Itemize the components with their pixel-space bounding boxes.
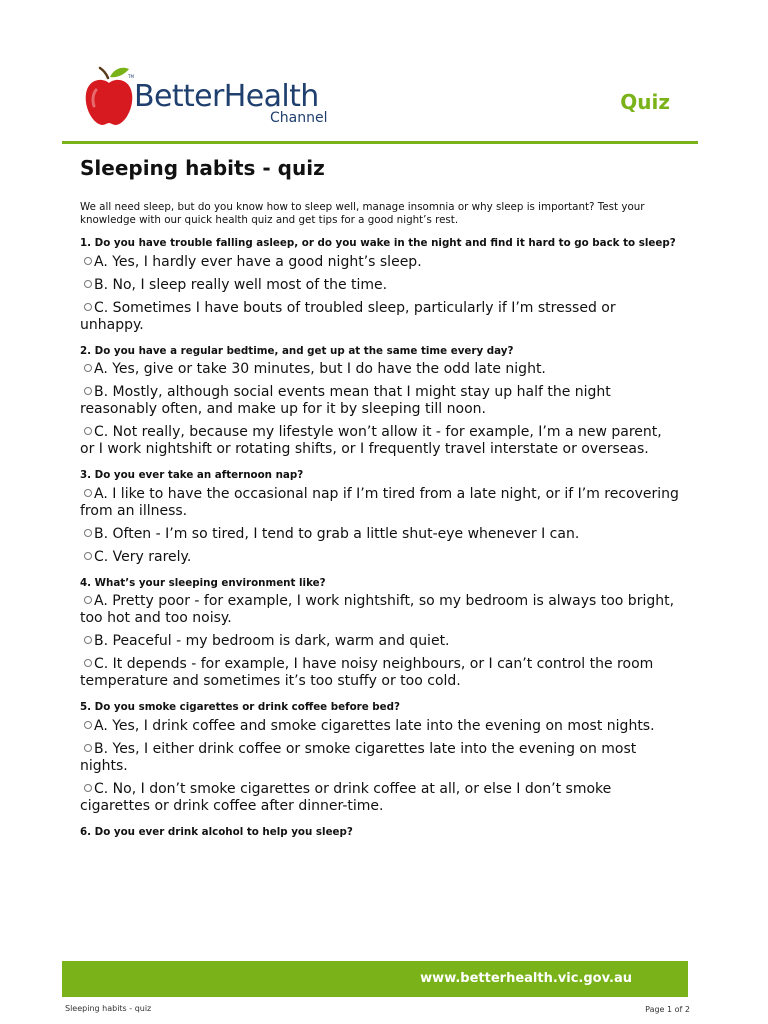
radio-button-icon[interactable] <box>84 552 92 560</box>
question-1 <box>80 237 680 334</box>
header-divider <box>62 141 698 144</box>
answer-option-label: C. Sometimes I have bouts of troubled sleep, particularly if I’m stressed or unhappy. <box>80 299 616 333</box>
radio-button-icon[interactable] <box>84 784 92 792</box>
radio-button-icon[interactable] <box>84 489 92 497</box>
radio-button-icon[interactable] <box>84 721 92 729</box>
radio-button-icon[interactable] <box>84 427 92 435</box>
question-text: 2. Do you have a regular bedtime, and get up at the same time every day? <box>80 344 514 357</box>
footer-band <box>62 961 688 997</box>
answer-option[interactable] <box>80 593 680 627</box>
logo-tm: TM <box>128 74 134 79</box>
answer-option-label: B. Yes, I either drink coffee or smoke cigarettes late into the evening on most nights. <box>80 740 637 774</box>
answer-option[interactable] <box>80 526 680 543</box>
answer-option-label: A. Yes, I drink coffee and smoke cigarettes late into the evening on most nights. <box>94 717 655 734</box>
answer-option[interactable] <box>80 549 680 566</box>
answer-option[interactable] <box>80 633 680 650</box>
answer-option-label: C. Not really, because my lifestyle won’t allow it - for example, I’m a new parent, or I work nightshift or rotating shifts, or I frequently travel interstate or overseas. <box>80 424 662 457</box>
answer-option-label: A. I like to have the occasional nap if I’m tired from a late night, or if I’m recovering from an illness. <box>80 485 679 519</box>
radio-button-icon[interactable] <box>84 659 92 667</box>
footer-page-number: Page 1 of 2 <box>645 1005 690 1014</box>
answer-option-label: A. Yes, give or take 30 minutes, but I do have the odd late night. <box>94 361 546 377</box>
radio-button-icon[interactable] <box>84 744 92 752</box>
radio-button-icon[interactable] <box>84 596 92 604</box>
question-3 <box>80 469 680 566</box>
question-2 <box>80 345 680 459</box>
answer-option[interactable] <box>80 277 680 294</box>
question-list <box>80 237 680 838</box>
answer-option[interactable] <box>80 718 680 735</box>
answer-option-label: B. Often - I’m so tired, I tend to grab a little shut-eye whenever I can. <box>94 525 580 542</box>
logo-subtitle: Channel <box>270 110 328 126</box>
answer-option[interactable] <box>80 781 680 815</box>
answer-option[interactable] <box>80 300 680 334</box>
quiz-content <box>80 150 680 838</box>
question-5 <box>80 701 680 815</box>
radio-button-icon[interactable] <box>84 257 92 265</box>
radio-button-icon[interactable] <box>84 303 92 311</box>
better-health-logo <box>84 64 364 130</box>
answer-option-label: C. It depends - for example, I have noisy neighbours, or I can’t control the room temperature and sometimes it’s too stuffy or too cold. <box>80 656 654 689</box>
question-6 <box>80 826 680 839</box>
radio-button-icon[interactable] <box>84 529 92 537</box>
logo-name: BetterHealth <box>134 79 319 114</box>
question-4 <box>80 577 680 691</box>
footer-document-name: Sleeping habits - quiz <box>65 1004 152 1013</box>
answer-option-label: B. Mostly, although social events mean that I might stay up half the night reasonably often, and make up for it by sleeping till noon. <box>80 384 611 417</box>
question-text: 5. Do you smoke cigarettes or drink coffee before bed? <box>80 701 400 713</box>
answer-option[interactable] <box>80 656 680 690</box>
question-text: 1. Do you have trouble falling asleep, or do you wake in the night and find it hard to go back to sleep? <box>80 237 676 249</box>
radio-button-icon[interactable] <box>84 364 92 372</box>
document-type-label: Quiz <box>620 90 670 114</box>
answer-option-label: B. No, I sleep really well most of the time. <box>94 276 388 293</box>
answer-option-label: C. No, I don’t smoke cigarettes or drink coffee at all, or else I don’t smoke cigarettes or drink coffee after dinner-time. <box>80 780 612 814</box>
answer-option-label: B. Peaceful - my bedroom is dark, warm and quiet. <box>94 633 450 649</box>
answer-option[interactable] <box>80 741 680 775</box>
question-text: 3. Do you ever take an afternoon nap? <box>80 469 304 481</box>
question-text: 6. Do you ever drink alcohol to help you sleep? <box>80 825 353 838</box>
radio-button-icon[interactable] <box>84 636 92 644</box>
answer-option-label: C. Very rarely. <box>94 548 192 565</box>
radio-button-icon[interactable] <box>84 280 92 288</box>
answer-option-label: A. Yes, I hardly ever have a good night’s sleep. <box>94 253 422 270</box>
page-title: Sleeping habits - quiz <box>80 156 325 180</box>
answer-option[interactable] <box>80 361 680 378</box>
answer-option[interactable] <box>80 384 680 418</box>
intro-paragraph: We all need sleep, but do you know how to sleep well, manage insomnia or why sleep is important? Test your knowledge with our quick health quiz and get tips for a good night’s rest. <box>80 201 645 226</box>
footer-website-link[interactable]: www.betterhealth.vic.gov.au <box>420 971 632 986</box>
answer-option-label: A. Pretty poor - for example, I work nightshift, so my bedroom is always too bright, too hot and too noisy. <box>80 593 675 626</box>
apple-logo-icon <box>84 64 134 126</box>
question-text: 4. What’s your sleeping environment like? <box>80 576 326 589</box>
radio-button-icon[interactable] <box>84 387 92 395</box>
answer-option[interactable] <box>80 254 680 271</box>
answer-option[interactable] <box>80 424 680 458</box>
answer-option[interactable] <box>80 486 680 520</box>
